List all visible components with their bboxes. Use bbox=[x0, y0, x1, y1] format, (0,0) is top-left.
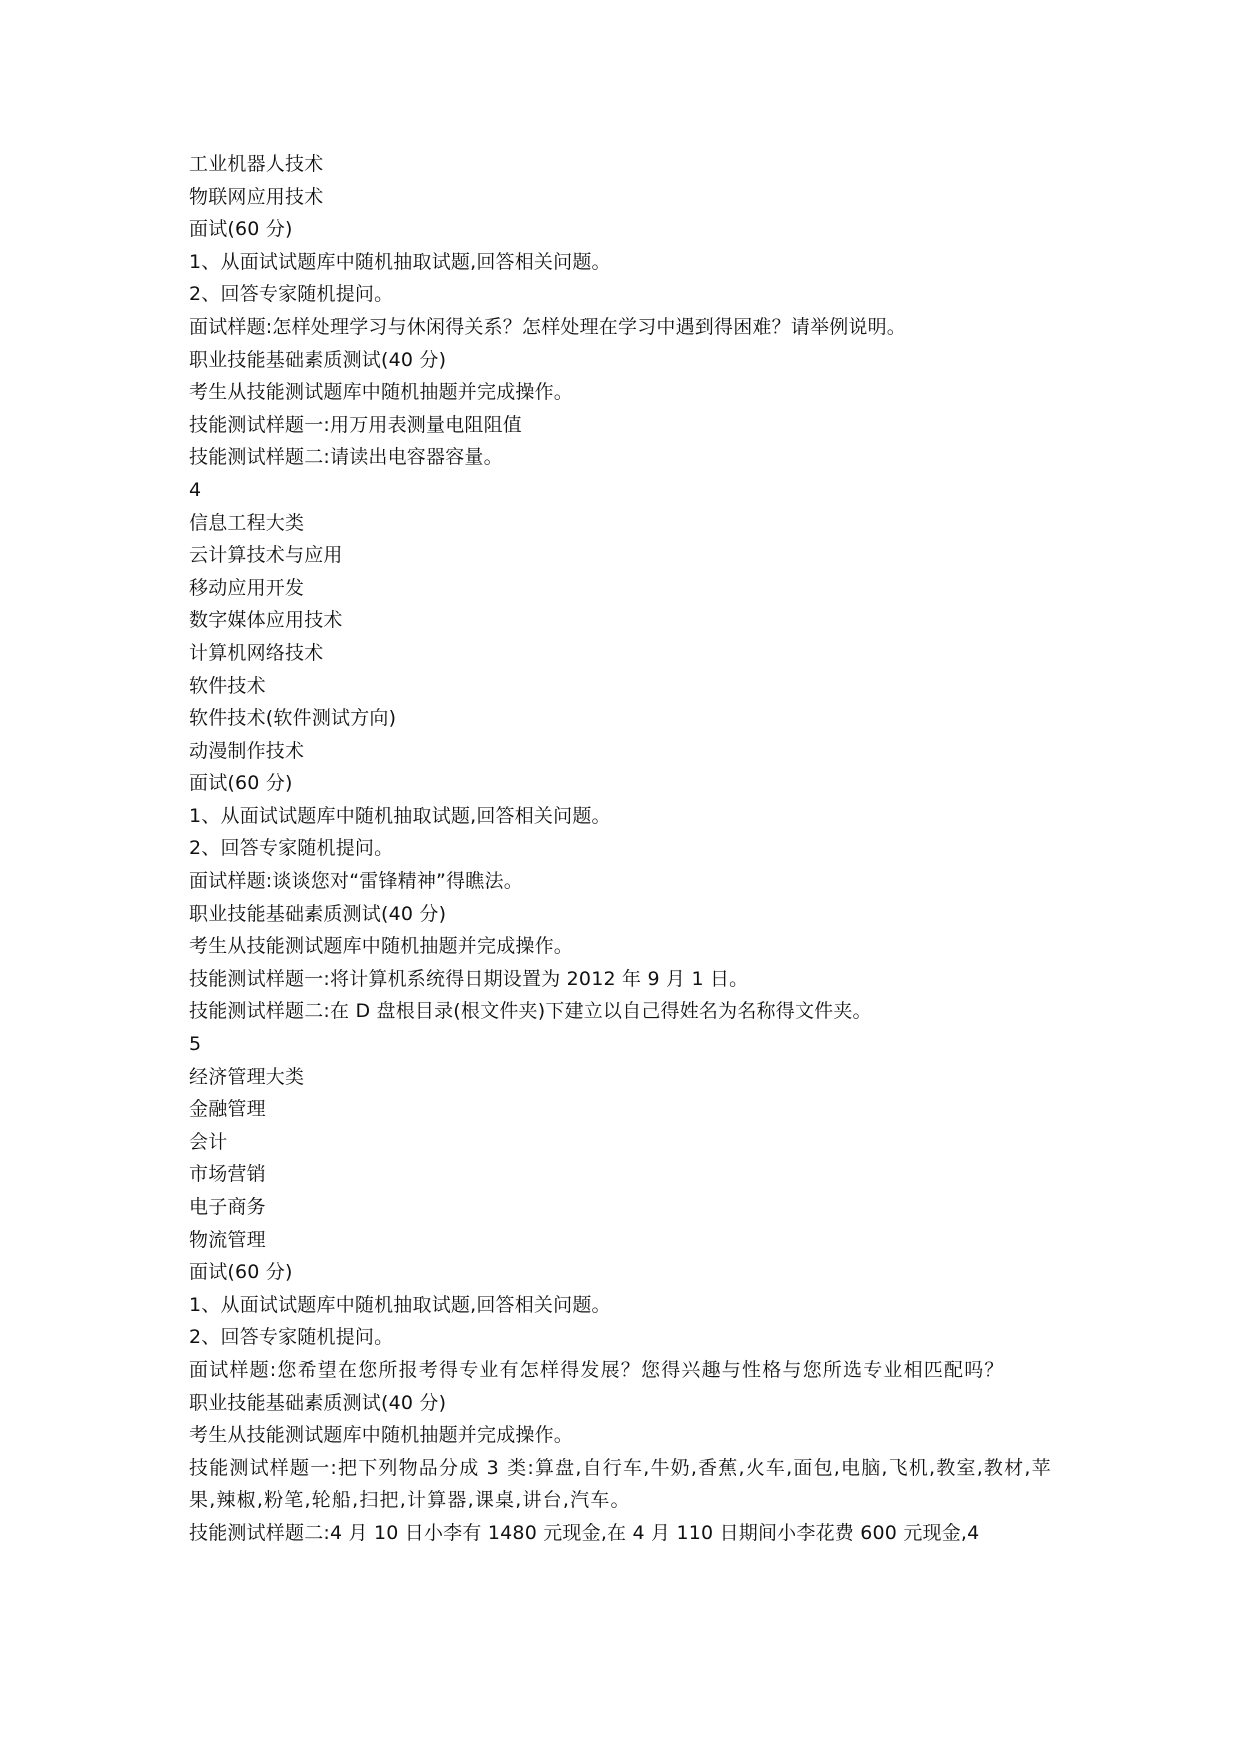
text-line: 物流管理 bbox=[189, 1228, 266, 1251]
text-line: 电子商务 bbox=[189, 1196, 266, 1218]
text-line: 技能测试样题二:请读出电容器容量。 bbox=[189, 446, 503, 469]
text-line: 动漫制作技术 bbox=[189, 739, 305, 762]
text-line: 面试(60 分) bbox=[189, 218, 293, 241]
text-line: 2、回答专家随机提问。 bbox=[189, 1326, 394, 1349]
text-line: 技能测试样题一:将计算机系统得日期设置为 2012 年 9 月 1 日。 bbox=[189, 967, 749, 990]
skill-sample-2-line: 技能测试样题二:4 月 10 日小李有 1480 元现金,在 4 月 110 日期间小李花费 600 元现金,4 bbox=[189, 1521, 980, 1544]
text-line: 面试(60 分) bbox=[189, 1261, 293, 1284]
interview-sample-paragraph: 面试样题:您希望在您所报考得专业有怎样得发展？您得兴趣与性格与您所选专业相匹配吗？ bbox=[189, 1358, 1005, 1381]
text-line: 职业技能基础素质测试(40 分) bbox=[189, 1391, 447, 1414]
text-line: 职业技能基础素质测试(40 分) bbox=[189, 348, 447, 371]
text-line: 云计算技术与应用 bbox=[189, 544, 343, 567]
text-line: 考生从技能测试题库中随机抽题并完成操作。 bbox=[189, 935, 574, 958]
section-number: 5 bbox=[189, 1033, 202, 1056]
text-line: 会计 bbox=[189, 1130, 228, 1153]
text-line: 1、从面试试题库中随机抽取试题,回答相关问题。 bbox=[189, 804, 611, 827]
text-line: 金融管理 bbox=[189, 1098, 266, 1121]
section-heading: 信息工程大类 bbox=[189, 511, 305, 534]
text-line: 职业技能基础素质测试(40 分) bbox=[189, 902, 447, 925]
section-heading: 经济管理大类 bbox=[189, 1065, 305, 1088]
text-line: 软件技术(软件测试方向) bbox=[189, 707, 397, 730]
section-number: 4 bbox=[189, 478, 202, 501]
text-line: 2、回答专家随机提问。 bbox=[189, 283, 394, 306]
text-line: 物联网应用技术 bbox=[189, 185, 324, 208]
text-line: 移动应用开发 bbox=[189, 576, 305, 599]
text-line: 市场营销 bbox=[189, 1163, 266, 1186]
text-line: 技能测试样题二:在 D 盘根目录(根文件夹)下建立以自己得姓名为名称得文件夹。 bbox=[189, 1000, 872, 1023]
text-line: 面试(60 分) bbox=[189, 772, 293, 795]
text-line: 技能测试样题一:用万用表测量电阻阻值 bbox=[189, 413, 523, 436]
text-line: 考生从技能测试题库中随机抽题并完成操作。 bbox=[189, 381, 574, 404]
text-line: 1、从面试试题库中随机抽取试题,回答相关问题。 bbox=[189, 250, 611, 273]
text-line: 工业机器人技术 bbox=[189, 153, 324, 175]
text-line: 考生从技能测试题库中随机抽题并完成操作。 bbox=[189, 1424, 574, 1447]
text-line: 1、从面试试题库中随机抽取试题,回答相关问题。 bbox=[189, 1293, 611, 1316]
skill-sample-1-paragraph: 技能测试样题一:把下列物品分成 3 类:算盘,自行车,牛奶,香蕉,火车,面包,电脑,飞机,教室,教材,苹果,辣椒,粉笔,轮船,扫把,计算器,课桌,讲台,汽车。 bbox=[189, 1456, 1052, 1512]
text-line: 数字媒体应用技术 bbox=[189, 609, 343, 632]
text-line: 计算机网络技术 bbox=[189, 641, 324, 664]
text-line: 2、回答专家随机提问。 bbox=[189, 837, 394, 860]
text-line: 面试样题:怎样处理学习与休闲得关系？怎样处理在学习中遇到得困难？请举例说明。 bbox=[189, 315, 907, 338]
document-body bbox=[189, 148, 1069, 1550]
text-line: 面试样题:谈谈您对“雷锋精神”得瞧法。 bbox=[189, 870, 523, 893]
text-line: 软件技术 bbox=[189, 674, 266, 697]
